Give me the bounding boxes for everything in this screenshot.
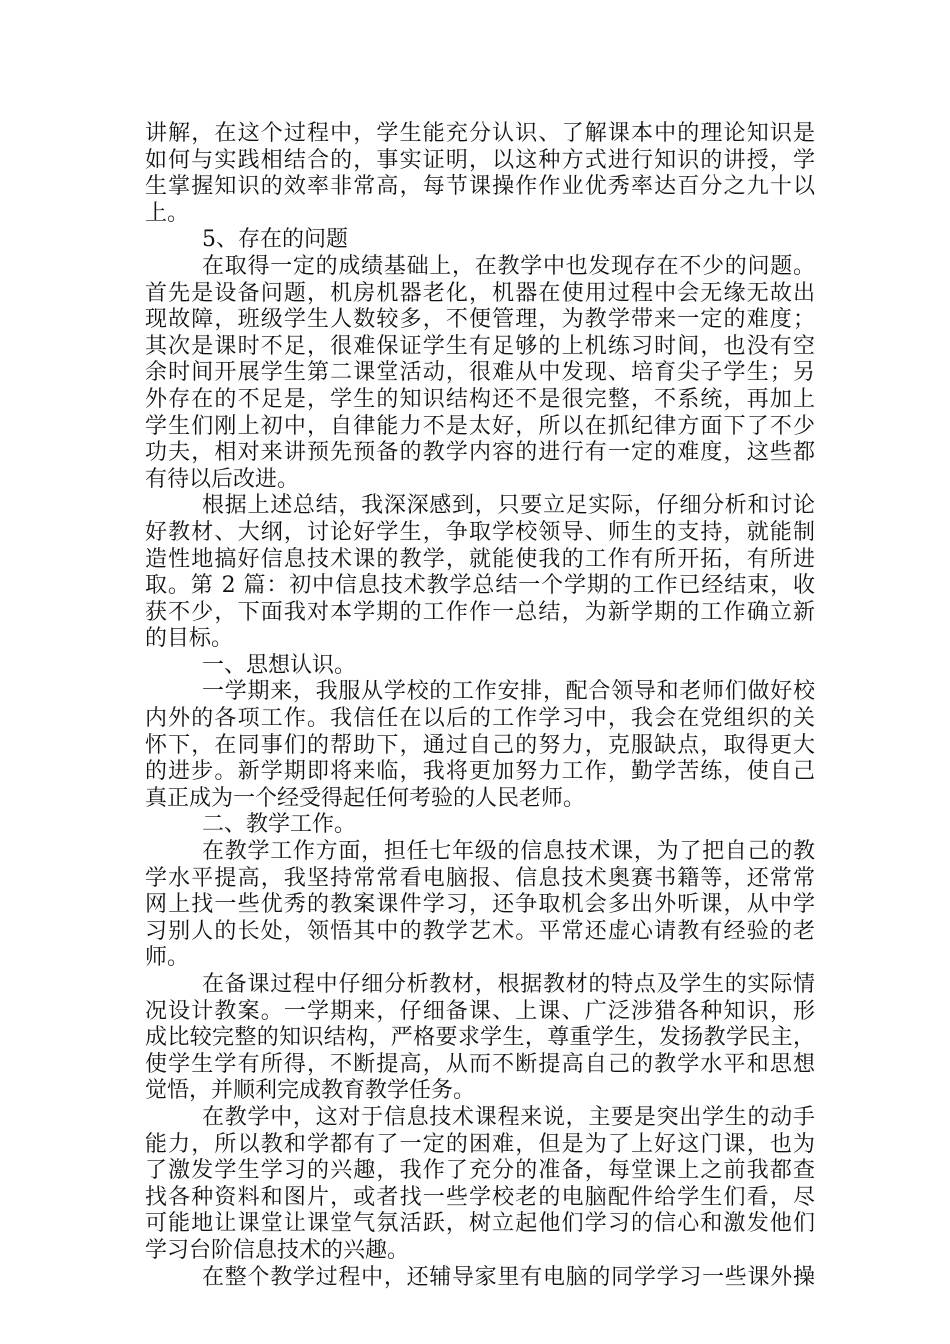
text-line: 找各种资料和图片，或者找一些学校老的电脑配件给学生们看，尽	[145, 1184, 815, 1210]
text-line: 怀下，在同事们的帮助下，通过自己的努力，克服缺点，取得更大	[145, 732, 815, 758]
text-line: 使学生学有所得，不断提高，从而不断提高自己的教学水平和思想	[145, 1051, 815, 1077]
text-line: 在教学中，这对于信息技术课程来说，主要是突出学生的动手	[202, 1104, 815, 1130]
text-line: 学水平提高，我坚持常常看电脑报、信息技术奥赛书籍等，还常常	[145, 865, 815, 891]
text-line: 在取得一定的成绩基础上，在教学中也发现存在不少的问题。	[202, 253, 815, 279]
text-line: 在整个教学过程中，还辅导家里有电脑的同学学习一些课外操	[202, 1264, 815, 1290]
text-line: 可能地让课堂让课堂气氛活跃，树立起他们学习的信心和激发他们	[145, 1211, 815, 1237]
text-line: 好教材、大纲，讨论好学生，争取学校领导、师生的支持，就能制	[145, 519, 815, 545]
text-line: 在备课过程中仔细分析教材，根据教材的特点及学生的实际情	[202, 972, 815, 997]
document-body	[145, 121, 815, 1291]
text-line: 了激发学生学习的兴趣，我作了充分的准备，每堂课上之前我都查	[145, 1158, 815, 1184]
text-line: 现故障，班级学生人数较多，不便管理，为教学带来一定的难度；	[145, 307, 815, 333]
text-line: 余时间开展学生第二课堂活动，很难从中发现、培育尖子学生；另	[145, 360, 815, 386]
text-line: 觉悟，并顺利完成教育教学任务。	[145, 1078, 476, 1104]
text-line: 网上找一些优秀的教案课件学习，还争取机会多出外听课，从中学	[145, 892, 815, 918]
text-line: 的目标。	[145, 626, 234, 652]
text-line: 真正成为一个经受得起任何考验的人民老师。	[145, 785, 586, 811]
text-line: 功夫，相对来讲预先预备的教学内容的进行有一定的难度，这些都	[145, 440, 815, 466]
text-line: 上。	[145, 200, 190, 226]
text-line: 学习台阶信息技术的兴趣。	[145, 1237, 410, 1263]
text-line: 在教学工作方面，担任七年级的信息技术课，为了把自己的教	[202, 839, 815, 865]
text-line: 取。第 2 篇：初中信息技术教学总结一个学期的工作已经结束，收	[145, 573, 815, 599]
text-line: 如何与实践相结合的，事实证明，以这种方式进行知识的讲授，学	[145, 147, 815, 173]
text-line: 外存在的不足是，学生的知识结构还不是很完整，不系统，再加上	[145, 386, 815, 412]
text-line: 讲解，在这个过程中，学生能充分认识、了解课本中的理论知识是	[145, 121, 815, 146]
text-line: 生掌握知识的效率非常高，每节课操作作业优秀率达百分之九十以	[145, 174, 815, 200]
text-line: 成比较完整的知识结构，严格要求学生，尊重学生，发扬教学民主，	[145, 1025, 815, 1051]
text-line: 内外的各项工作。我信任在以后的工作学习中，我会在党组织的关	[145, 706, 815, 732]
text-line: 一、思想认识。	[202, 652, 357, 678]
text-line: 根据上述总结，我深深感到，只要立足实际，仔细分析和讨论	[202, 493, 815, 519]
text-line: 况设计教案。一学期来，仔细备课、上课、广泛涉猎各种知识，形	[145, 998, 815, 1024]
text-line: 能力，所以教和学都有了一定的困难，但是为了上好这门课，也为	[145, 1131, 815, 1157]
text-line: 学生们刚上初中，自律能力不是太好，所以在抓纪律方面下了不少	[145, 413, 815, 439]
text-line: 一学期来，我服从学校的工作安排，配合领导和老师们做好校	[202, 679, 815, 705]
text-line: 其次是课时不足，很难保证学生有足够的上机练习时间，也没有空	[145, 333, 815, 359]
text-line: 5、存在的问题	[202, 227, 348, 253]
text-line: 首先是设备问题，机房机器老化，机器在使用过程中会无缘无故出	[145, 280, 815, 306]
text-line: 获不少，下面我对本学期的工作作一总结，为新学期的工作确立新	[145, 599, 815, 625]
text-line: 的进步。新学期即将来临，我将更加努力工作，勤学苦练，使自己	[145, 759, 815, 785]
text-line: 习别人的长处，领悟其中的教学艺术。平常还虚心请教有经验的老	[145, 918, 815, 944]
text-line: 师。	[145, 945, 190, 971]
text-line: 有待以后改进。	[145, 466, 300, 492]
text-line: 二、教学工作。	[202, 812, 357, 838]
text-line: 造性地搞好信息技术课的教学，就能使我的工作有所开拓，有所进	[145, 546, 815, 572]
